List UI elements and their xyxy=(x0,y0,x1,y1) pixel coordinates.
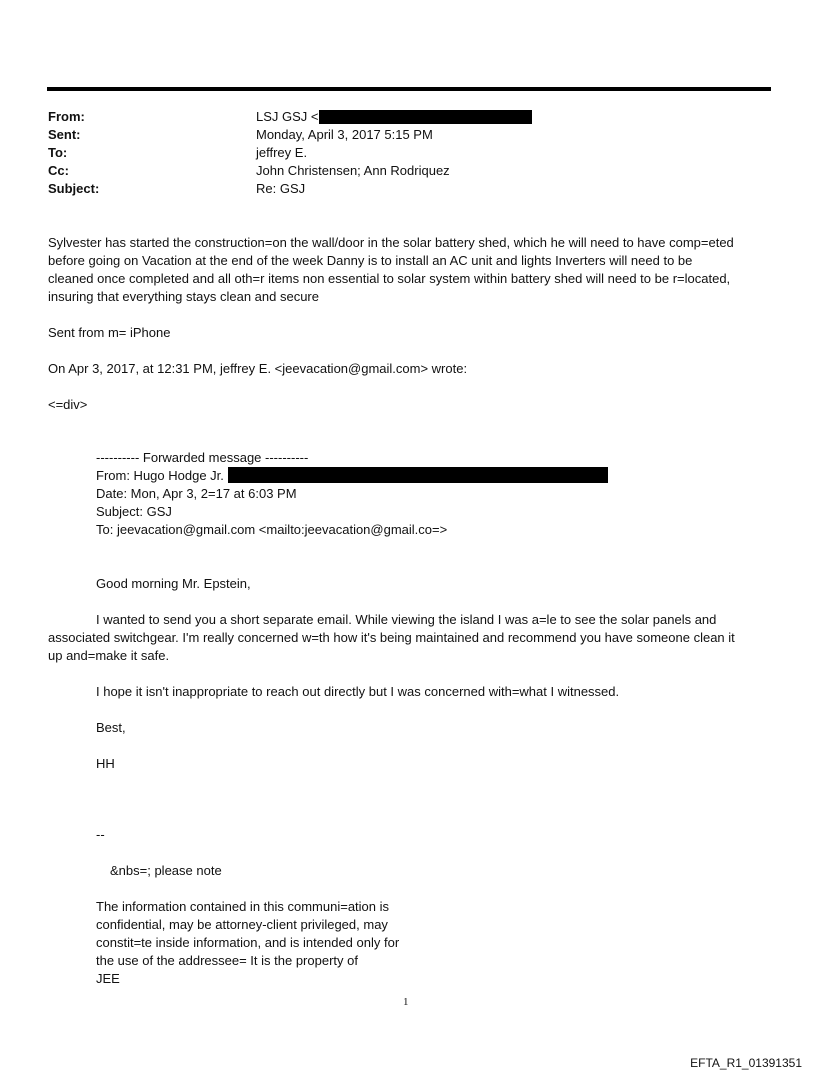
letter-line: associated switchgear. I'm really concerned w=th how it's being maintained and recommend you have someone clean it xyxy=(48,630,735,645)
disclaimer-line: the use of the addressee= It is the property of xyxy=(96,953,358,968)
letter-line: up and=make it safe. xyxy=(48,648,170,663)
disclaimer-line: confidential, may be attorney-client privileged, may xyxy=(96,917,388,932)
quote-intro: On Apr 3, 2017, at 12:31 PM, jeffrey E. <jeevacation@gmail.com> wrote: xyxy=(48,361,468,376)
message-line: before going on Vacation at the end of the week Danny is to install an AC unit and lights Inverters will need to be xyxy=(48,253,693,268)
div-tag: <=div> xyxy=(48,397,88,412)
from-label: From: xyxy=(48,109,85,124)
forwarded-from: From: Hugo Hodge Jr. xyxy=(96,467,608,485)
forwarded-to: To: jeevacation@gmail.com <mailto:jeevacation@gmail.co=> xyxy=(96,522,448,537)
to-label: To: xyxy=(48,145,68,160)
disclaimer-line: The information contained in this communi=ation is xyxy=(96,899,390,914)
forwarded-banner: ---------- Forwarded message ---------- xyxy=(96,450,309,465)
to-value: jeffrey E. xyxy=(256,145,308,160)
cc-value: John Christensen; Ann Rodriquez xyxy=(256,163,450,178)
page-number: 1 xyxy=(403,996,409,1008)
letter-line: I wanted to send you a short separate email. While viewing the island I was a=le to see the solar panels and xyxy=(96,612,717,627)
sent-label: Sent: xyxy=(48,127,81,142)
message-line: insuring that everything stays clean and secure xyxy=(48,289,319,304)
signature: HH xyxy=(96,756,115,771)
letter-line: I hope it isn't inappropriate to reach out directly but I was concerned with=what I witnessed. xyxy=(96,684,620,699)
sent-value: Monday, April 3, 2017 5:15 PM xyxy=(256,127,433,142)
disclaimer-line: JEE xyxy=(96,971,120,986)
message-line: cleaned once completed and all oth=r items non essential to solar system within battery shed will need to be r=located, xyxy=(48,271,731,286)
document-id: EFTA_R1_01391351 xyxy=(690,1056,802,1070)
forwarded-subject: Subject: GSJ xyxy=(96,504,172,519)
forwarded-date: Date: Mon, Apr 3, 2=17 at 6:03 PM xyxy=(96,486,297,501)
sent-from: Sent from m= iPhone xyxy=(48,325,171,340)
subject-label: Subject: xyxy=(48,181,100,196)
greeting: Good morning Mr. Epstein, xyxy=(96,576,251,591)
from-value: LSJ GSJ < xyxy=(256,108,532,126)
subject-value: Re: GSJ xyxy=(256,181,306,196)
redaction-box xyxy=(228,467,608,483)
note-line: &nbs=; please note xyxy=(110,863,222,878)
redaction-box xyxy=(319,110,532,124)
signature-separator: -- xyxy=(96,827,105,842)
header-rule xyxy=(47,87,771,91)
disclaimer-line: constit=te inside information, and is intended only for xyxy=(96,935,400,950)
cc-label: Cc: xyxy=(48,163,69,178)
closing: Best, xyxy=(96,720,126,735)
message-line: Sylvester has started the construction=on the wall/door in the solar battery shed, which he will need to have comp=eted xyxy=(48,235,734,250)
